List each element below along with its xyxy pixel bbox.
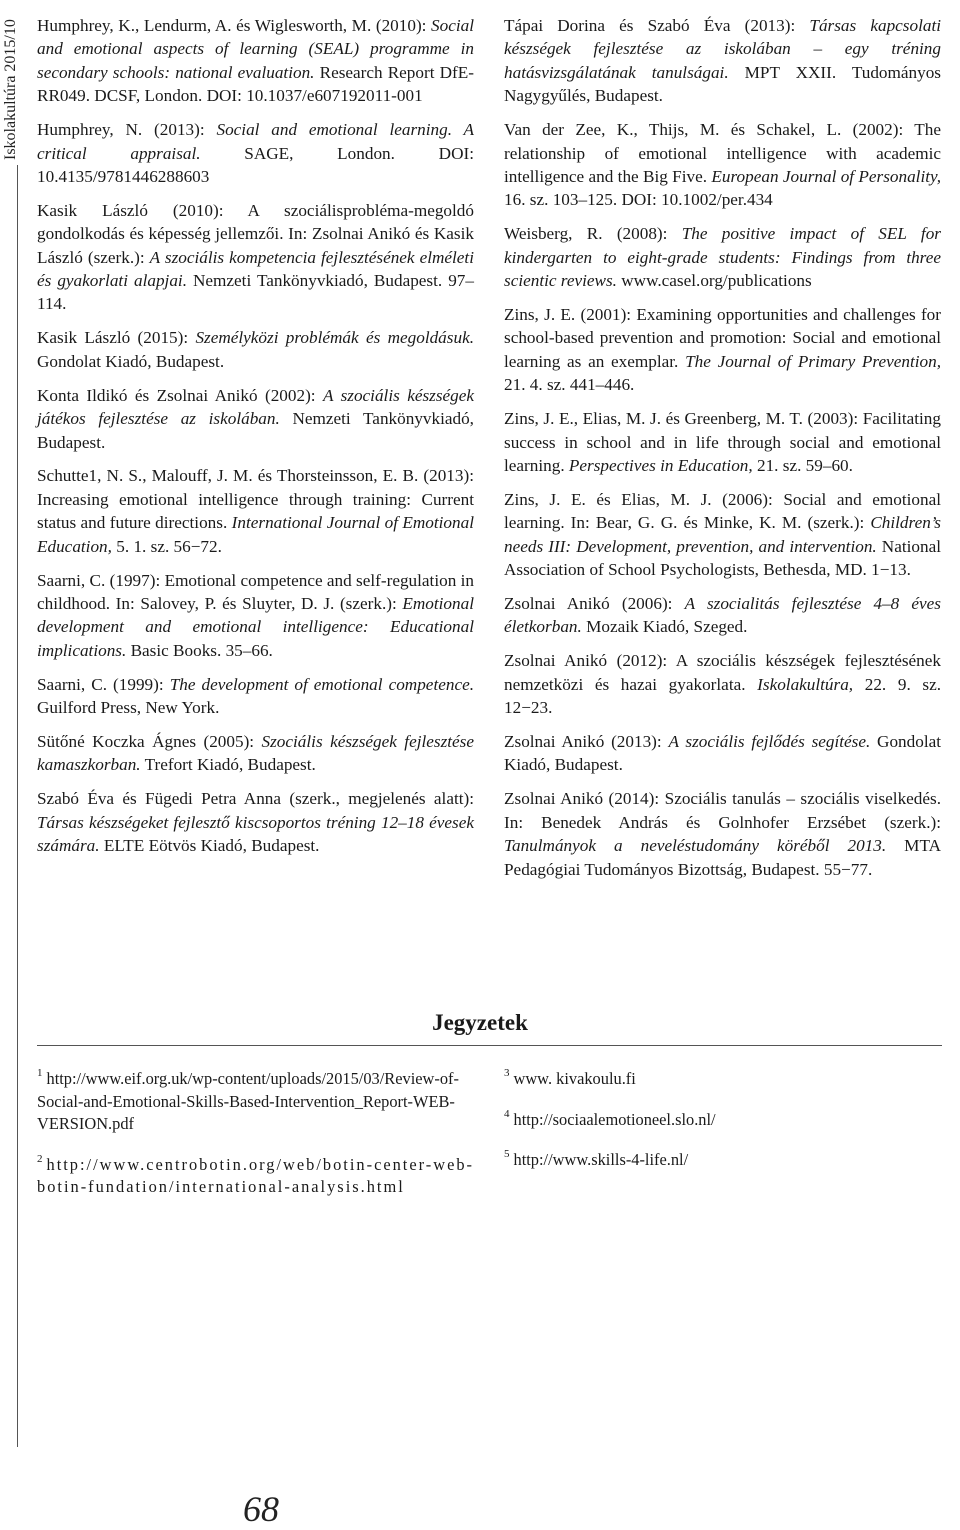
footnote-number: 2 xyxy=(37,1152,43,1165)
reference-entry: Zins, J. E. és Elias, M. J. (2006): Social and emotional learning. In: Bear, G. G. és Minke, K. M. (szerk.): Children’s needs III: Development, prevention, and intervention. National Association of School Psychologists, Bethesda, MD. 1−13. xyxy=(504,489,941,580)
reference-entry: Zins, J. E. (2001): Examining opportunities and challenges for school-based prevention and promotion: Social and emotional learning as an exemplar. The Journal of Primary Prevention, 21. 4. sz. 441–446. xyxy=(504,304,941,395)
footnote xyxy=(504,1143,941,1172)
footnote-link[interactable]: http://www.eif.org.uk/wp-content/uploads/2015/03/Review-of-Social-and-Emotional-Skills-Based-Intervention_Report-WEB-VERSION.pdf xyxy=(37,1069,459,1133)
notes-right-column xyxy=(504,1062,941,1184)
reference-entry: Saarni, C. (1997): Emotional competence and self-regulation in childhood. In: Salovey, P. és Sluyter, D. J. (szerk.): Emotional development and emotional intelligence: Educational implications. Basic Books. 35–66. xyxy=(37,570,474,660)
reference-entry: Weisberg, R. (2008): The positive impact of SEL for kindergarten to eight-grade students: Findings from three scientic reviews. www.casel.org/publications xyxy=(504,224,941,291)
reference-entry: Humphrey, N. (2013): Social and emotional learning. A critical appraisal. SAGE, London. DOI: 10.4135/9781446288603 xyxy=(37,120,474,186)
reference-entry: Van der Zee, K., Thijs, M. és Schakel, L. (2002): The relationship of emotional intelligence with academic intelligence and the Big Five. European Journal of Personality, 16. sz. 103–125. DOI: 10.1002/per.434 xyxy=(504,120,941,210)
footnote xyxy=(37,1148,477,1199)
notes-left-column xyxy=(37,1062,477,1211)
journal-side-label xyxy=(0,0,22,160)
footnote-number: 1 xyxy=(37,1067,43,1079)
notes-heading: Jegyzetek xyxy=(432,1010,528,1035)
reference-entry: Zins, J. E., Elias, M. J. és Greenberg, M. T. (2003): Facilitating success in school and in life through social and emotional learning. Perspectives in Education, 21. sz. 59–60. xyxy=(504,409,941,475)
reference-entry: Zsolnai Anikó (2012): A szociális készségek fejlesztésének nemzetközi és hazai gyakorlata. Iskolakultúra, 22. 9. sz. 12−23. xyxy=(504,651,941,718)
reference-entry: Zsolnai Anikó (2013): A szociális fejlődés segítése. Gondolat Kiadó, Budapest. xyxy=(504,731,942,775)
reference-entry: Saarni, C. (1999): The development of emotional competence. Guilford Press, New York. xyxy=(37,674,474,718)
footnote-link[interactable]: www. kivakoulu.fi xyxy=(513,1069,636,1088)
footnote-number: 4 xyxy=(504,1107,510,1120)
reference-entry: Zsolnai Anikó (2006): A szocialitás fejlesztése 4–8 éves életkorban. Mozaik Kiadó, Szeged. xyxy=(504,593,941,637)
reference-entry: Konta Ildikó és Zsolnai Anikó (2002): A szociális készségek játékos fejlesztése az iskolában. Nemzeti Tankönyvkiadó, Budapest. xyxy=(37,385,474,452)
footnote xyxy=(37,1062,477,1136)
footnote-link[interactable]: http://www.centrobotin.org/web/botin-center-web-botin-fundation/international-analysis.html xyxy=(37,1154,474,1196)
journal-label-text: Iskolakultúra 2015/10 xyxy=(2,19,19,160)
reference-entry: Tápai Dorina és Szabó Éva (2013): Társas kapcsolati készségek fejlesztése az iskolában – egy tréning hatásvizsgálatának tanulságai. MPT XXII. Tudományos Nagygyűlés, Budapest. xyxy=(504,16,941,106)
reference-entry: Kasik László (2015): Személyközi problémák és megoldásuk. Gondolat Kiadó, Budapest. xyxy=(37,328,474,371)
reference-entry: Sütőné Koczka Ágnes (2005): Szociális készségek fejlesztése kamaszkorban. Trefort Kiadó, Budapest. xyxy=(37,731,474,775)
references-left-column xyxy=(37,14,474,868)
footnote-number: 3 xyxy=(504,1067,510,1079)
reference-entry: Humphrey, K., Lendurm, A. és Wiglesworth, M. (2010): Social and emotional aspects of learning (SEAL) programme in secondary schools: national evaluation. Research Report DfE-RR049. DCSF, London. DOI: 10.1037/e607192011-001 xyxy=(37,16,474,106)
footnote xyxy=(504,1103,941,1132)
reference-entry: Szabó Éva és Fügedi Petra Anna (szerk., megjelenés alatt): Társas készségeket fejlesztő kiscsoportos tréning 12–18 évesek számára. ELTE Eötvös Kiadó, Budapest. xyxy=(37,789,474,856)
footnote xyxy=(504,1062,941,1091)
page-number: 68 xyxy=(243,1489,279,1529)
footnote-link[interactable]: http://sociaalemotioneel.slo.nl/ xyxy=(513,1109,716,1129)
reference-entry: Kasik László (2010): A szociálisprobléma-megoldó gondolkodás és képesség jellemzői. In: Zsolnai Anikó és Kasik László (szerk.): A szociális kompetencia fejlesztésének elméleti és gyakorlati alapjai. Nemzeti Tankönyvkiadó, Budapest. 97–114. xyxy=(37,200,474,314)
references-right-column xyxy=(504,14,941,891)
footnote-link[interactable]: http://www.skills-4-life.nl/ xyxy=(513,1150,689,1169)
side-rule xyxy=(17,165,18,1447)
reference-entry: Zsolnai Anikó (2014): Szociális tanulás – szociális viselkedés. In: Benedek András és Golnhofer Erzsébet (szerk.): Tanulmányok a neveléstudomány köréből 2013. MTA Pedagógiai Tudományos Bizottság, Budapest. 55−77. xyxy=(504,789,941,879)
notes-divider xyxy=(37,1045,942,1046)
footnote-number: 5 xyxy=(504,1148,510,1160)
reference-entry: Schutte1, N. S., Malouff, J. M. és Thorsteinsson, E. B. (2013): Increasing emotional intelligence through training: Current status and future directions. International Journal of Emotional Education, 5. 1. sz. 56−72. xyxy=(37,466,474,556)
